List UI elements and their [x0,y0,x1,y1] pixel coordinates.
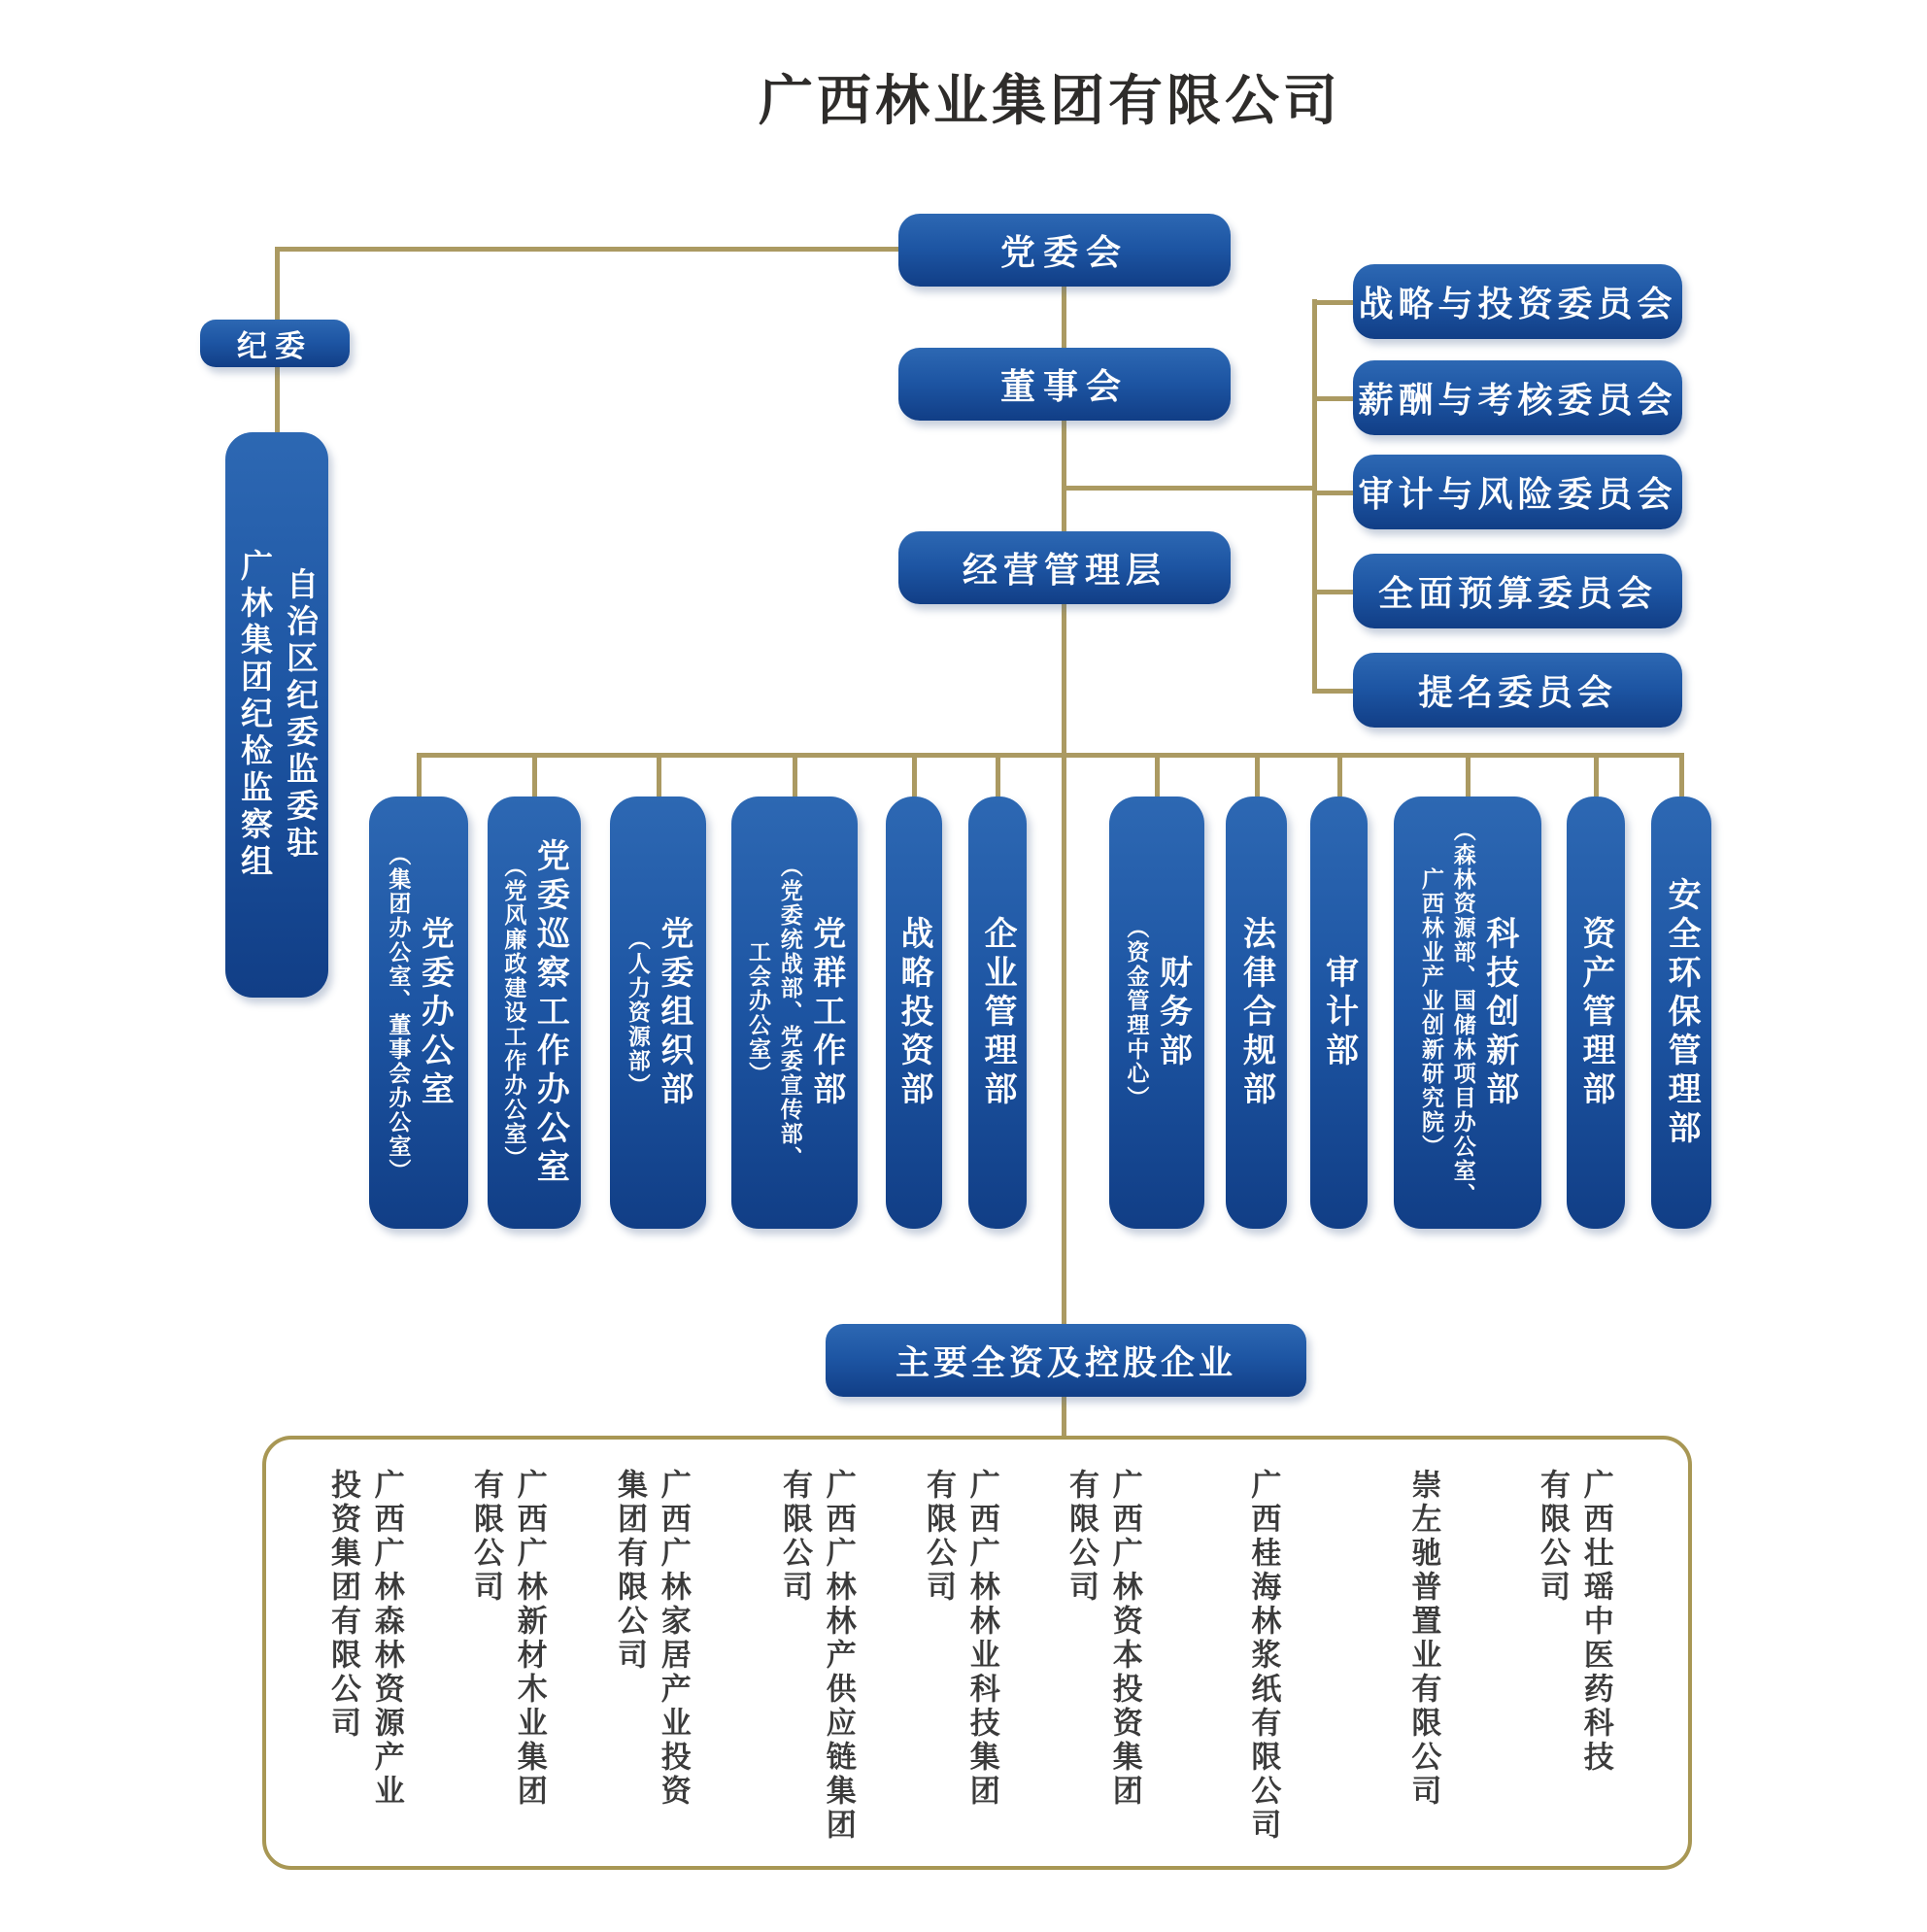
connector-discipline-to-group [275,367,280,433]
department-drop [657,753,661,797]
subsidiary-name-column: 集团有限公司 [612,1469,647,1673]
department-node [1109,797,1204,1229]
department-text [1123,916,1192,1110]
discipline-group-column: 广林集团纪检监察组 [236,549,274,881]
department-node [731,797,858,1229]
committee-node [1353,360,1682,435]
department-node [968,797,1027,1229]
department-name: 战略投资部 [895,915,934,1110]
connector-board-to-committee-spine [1062,486,1316,491]
management-label: 经营管理层 [962,551,1166,591]
node-board [898,348,1231,421]
department-drop [532,753,537,797]
committee-label: 薪酬与考核委员会 [1358,381,1677,421]
subsidiary-name-column: 广西桂海林浆纸有限公司 [1245,1469,1281,1843]
department-drop [793,753,797,797]
department-text [1320,955,1357,1071]
department-text [1237,916,1274,1110]
subsidiary-name-column: 有限公司 [921,1469,956,1605]
department-drop [1155,753,1160,797]
department-subname: （森林资源部、国储林项目办公室、 [1449,818,1475,1207]
department-connector [419,753,1683,758]
department-text [385,843,454,1183]
committee-node [1353,653,1682,728]
department-name: 科技创新部 [1479,915,1519,1110]
node-management [898,531,1231,604]
subsidiary-name [777,1469,854,1843]
committee-spine [1312,299,1317,693]
subsidiary-name [612,1469,689,1809]
subsidiary-name [1406,1469,1440,1809]
subsidiary-name-column: 有限公司 [1064,1469,1099,1605]
committee-stub [1312,300,1353,305]
subsidiary-name [921,1469,997,1809]
subsidiary-name-column: 崇左驰普置业有限公司 [1405,1469,1441,1809]
connector-discipline-drop [275,247,280,322]
department-drop [417,753,422,797]
department-node [488,797,581,1229]
department-name: 党委办公室 [415,915,455,1110]
discipline-group-text [236,549,318,881]
department-name: 安全环保管理部 [1662,876,1702,1149]
department-text [500,838,569,1188]
subsidiaries-header-label: 主要全资及控股企业 [895,1343,1236,1383]
subsidiary-name-column: 广西广林森林资源产业 [368,1469,404,1809]
department-name: 企业管理部 [978,915,1018,1110]
department-name: 党委组织部 [654,915,693,1110]
subsidiary-name-column: 有限公司 [468,1469,503,1605]
node-discipline-group [225,432,328,998]
node-party-committee [898,214,1231,287]
department-text [979,916,1016,1110]
department-node [1394,797,1541,1229]
department-drop [1679,753,1684,797]
department-text [1417,819,1518,1207]
department-node [886,797,942,1229]
committee-node [1353,554,1682,628]
department-text [624,916,693,1110]
committee-label: 战略与投资委员会 [1358,285,1677,324]
subsidiary-name [468,1469,545,1809]
department-subname: （集团办公室、董事会办公室） [385,842,411,1183]
department-node [1651,797,1711,1229]
department-drop [912,753,917,797]
department-subname: 工会办公室） [744,939,770,1086]
department-name: 法律合规部 [1236,915,1276,1110]
subsidiary-name [325,1469,402,1809]
committee-stub [1312,590,1353,594]
committee-label: 提名委员会 [1417,673,1617,713]
discipline-group-column: 自治区纪委监委驻 [281,567,320,863]
subsidiary-name [1246,1469,1280,1843]
department-drop [1337,753,1342,797]
department-text [896,916,932,1110]
department-subname: （党风廉政建设工作办公室） [500,855,526,1170]
committee-stub [1312,689,1353,694]
department-node [1567,797,1625,1229]
board-label: 董事会 [999,367,1129,407]
committee-label: 全面预算委员会 [1377,574,1657,614]
subsidiary-name-column: 广西壮瑶中医药科技 [1577,1469,1613,1775]
connector-holding-to-frame [1062,1397,1066,1437]
department-name: 财务部 [1153,954,1193,1071]
department-name: 党委巡察工作办公室 [530,837,570,1188]
department-node [369,797,468,1229]
department-name: 资产管理部 [1576,915,1616,1110]
department-subname: 广西林业产业创新研究院） [1417,866,1443,1159]
committee-stub [1312,491,1353,495]
subsidiary-name-column: 广西广林家居产业投资 [655,1469,691,1809]
node-subsidiaries-header [826,1324,1306,1397]
subsidiary-name-column: 广西广林资本投资集团 [1106,1469,1142,1809]
committee-node [1353,455,1682,529]
page-title: 广西林业集团有限公司 [759,70,1341,133]
subsidiary-name-column: 有限公司 [777,1469,812,1605]
department-text [1663,877,1700,1149]
party-committee-label: 党委会 [999,233,1129,273]
node-discipline [200,320,350,367]
subsidiary-name-column: 投资集团有限公司 [325,1469,360,1741]
subsidiary-name [1535,1469,1611,1775]
committee-stub [1312,396,1353,401]
department-text [744,855,845,1170]
department-name: 党群工作部 [806,915,846,1110]
committee-label: 审计与风险委员会 [1358,475,1677,515]
department-subname: （人力资源部） [624,928,650,1098]
connector-party-to-board [1062,287,1066,349]
department-node [610,797,706,1229]
department-subname: （党委统战部、党委宣传部、 [776,855,802,1170]
department-name: 审计部 [1319,954,1359,1071]
connector-party-to-discipline [275,247,900,252]
department-node [1226,797,1287,1229]
department-node [1310,797,1368,1229]
subsidiary-name-column: 有限公司 [1535,1469,1570,1605]
subsidiary-name-column: 广西广林林业科技集团 [964,1469,999,1809]
connector-management-to-holding [1062,604,1066,1325]
discipline-label: 纪委 [237,329,313,364]
department-text [1577,916,1614,1110]
connector-board-to-management [1062,421,1066,532]
department-drop [996,753,1000,797]
subsidiary-name-column: 广西广林林产供应链集团 [820,1469,856,1843]
committee-node [1353,264,1682,339]
subsidiary-name [1064,1469,1140,1809]
department-drop [1594,753,1599,797]
department-subname: （资金管理中心） [1123,915,1149,1110]
subsidiary-name-column: 广西广林新材木业集团 [511,1469,547,1809]
department-drop [1255,753,1260,797]
department-drop [1466,753,1471,797]
